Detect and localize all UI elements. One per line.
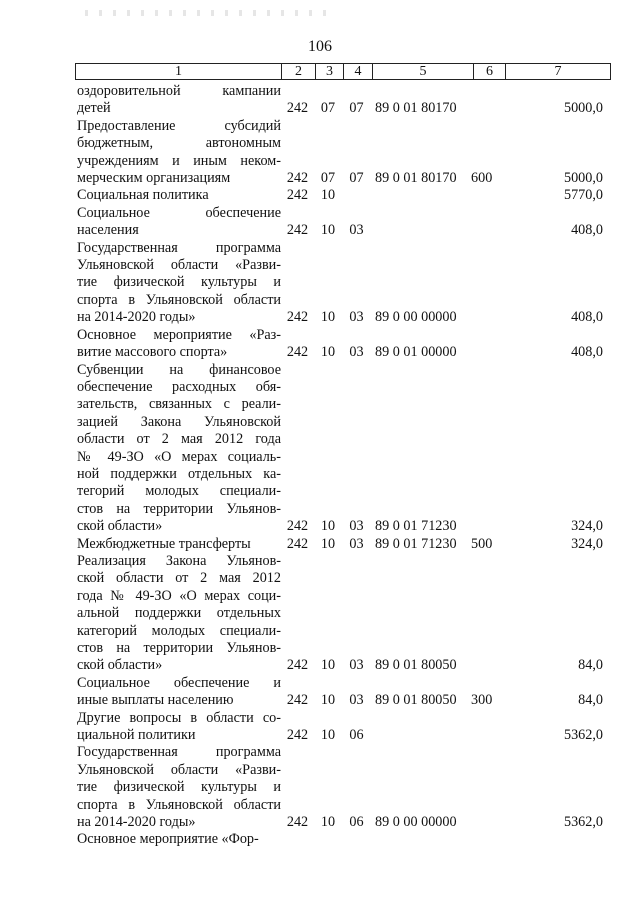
row-name-line: Ульяновской области «Разви- <box>77 761 281 778</box>
row-cell-c4 <box>342 831 371 848</box>
row-cell-c5 <box>371 187 471 204</box>
row-name-line: на 2014-2020 годы» <box>77 814 196 831</box>
table-row <box>77 118 611 188</box>
row-name <box>77 710 281 745</box>
row-cell-c7: 5362,0 <box>563 814 603 831</box>
row-cell-c3: 10 <box>320 344 336 361</box>
row-cell-c5: 89 0 01 80170 <box>375 170 457 187</box>
row-cell-c3: 10 <box>320 187 336 204</box>
table-row <box>77 536 611 553</box>
row-name-line: Социальное обеспечение и <box>77 674 281 691</box>
row-name-line: циальной политики <box>77 727 196 744</box>
row-name <box>77 205 281 240</box>
row-cell-c4: 03 <box>349 344 364 361</box>
row-cell-c6 <box>471 727 503 744</box>
row-cell-c3: 07 <box>320 170 336 187</box>
row-name-line: учреждениям и иным неком- <box>77 152 281 169</box>
row-cell-c2: 242 <box>286 170 309 187</box>
header-col-1: 1 <box>76 64 282 79</box>
row-name-line: Предоставление субсидий <box>77 117 281 134</box>
row-cell-c6 <box>471 309 503 326</box>
row-cell-c6: 300 <box>471 692 493 709</box>
row-name <box>77 675 281 710</box>
row-cell-c7: 408,0 <box>571 309 603 326</box>
table-row <box>77 744 611 831</box>
row-cell-c7: 5770,0 <box>563 187 603 204</box>
row-cell-c5: 89 0 01 00000 <box>375 344 457 361</box>
row-name <box>77 553 281 675</box>
row-cell-c2: 242 <box>286 222 309 239</box>
row-name-line: тие физической культуры и <box>77 779 281 796</box>
row-cell-c7: 324,0 <box>571 518 603 535</box>
row-name-line: обеспечение расходных обя- <box>77 378 281 395</box>
row-cell-c3: 10 <box>320 535 336 552</box>
row-cell-c6 <box>471 187 503 204</box>
row-name-line: детей <box>77 100 111 117</box>
row-cell-c4: 03 <box>349 657 364 674</box>
row-cell-c3: 07 <box>320 100 336 117</box>
row-cell-c5: 89 0 01 80170 <box>375 100 457 117</box>
table-body <box>77 83 611 849</box>
table-row <box>77 675 611 710</box>
row-name-line: оздоровительной кампании <box>77 83 281 99</box>
row-name-line: иные выплаты населению <box>77 692 234 709</box>
row-name <box>77 831 281 848</box>
row-name-line: Реализация Закона Ульянов- <box>77 552 281 569</box>
row-cell-c2: 242 <box>286 309 309 326</box>
row-name-line: населения <box>77 222 139 239</box>
row-name <box>77 83 281 118</box>
row-cell-c2: 242 <box>286 518 309 535</box>
row-cell-c3: 10 <box>320 692 336 709</box>
row-name-line: на 2014-2020 годы» <box>77 309 196 326</box>
row-name-line: ной поддержки отдельных ка- <box>77 465 281 482</box>
row-cell-c4: 06 <box>349 814 364 831</box>
table-row <box>77 327 611 362</box>
row-name-line: стов на территории Ульянов- <box>77 640 281 656</box>
header-col-4: 4 <box>344 64 373 79</box>
row-cell-c2 <box>281 831 314 848</box>
row-cell-c5 <box>371 222 471 239</box>
row-cell-c7: 5362,0 <box>563 727 603 744</box>
row-name <box>77 118 281 188</box>
row-cell-c6 <box>471 657 503 674</box>
row-name-line: Межбюджетные трансферты <box>77 535 251 552</box>
row-cell-c2: 242 <box>286 692 309 709</box>
row-cell-c4: 03 <box>349 518 364 535</box>
row-cell-c7: 84,0 <box>578 657 603 674</box>
row-cell-c3: 10 <box>320 309 336 326</box>
header-col-6: 6 <box>474 64 506 79</box>
row-name-line: ской области» <box>77 518 163 535</box>
row-cell-c5 <box>371 831 471 848</box>
row-name-line: стов на территории Ульянов- <box>77 500 281 517</box>
row-name-line: Социальное обеспечение <box>77 204 281 221</box>
row-name <box>77 362 281 536</box>
row-cell-c4: 07 <box>349 100 364 117</box>
row-cell-c2: 242 <box>286 535 309 552</box>
row-cell-c6 <box>471 344 503 361</box>
row-name <box>77 327 281 362</box>
row-cell-c5 <box>371 727 471 744</box>
row-cell-c4: 03 <box>349 535 364 552</box>
row-cell-c5: 89 0 01 71230 <box>375 535 457 552</box>
row-cell-c3: 10 <box>320 727 336 744</box>
row-name-line: Государственная программа <box>77 744 281 761</box>
row-name-line: спорта в Ульяновской области <box>77 796 281 813</box>
row-cell-c7: 408,0 <box>571 344 603 361</box>
row-name-line: спорта в Ульяновской области <box>77 291 281 308</box>
row-cell-c6 <box>471 814 503 831</box>
row-name-line: Основное мероприятие «Раз- <box>77 326 281 343</box>
header-col-3: 3 <box>316 64 344 79</box>
row-cell-c4: 03 <box>349 222 364 239</box>
row-cell-c6 <box>471 100 503 117</box>
row-name-line: тегорий молодых специали- <box>77 483 281 500</box>
table-row <box>77 710 611 745</box>
row-name <box>77 536 281 553</box>
row-name <box>77 240 281 327</box>
row-cell-c4: 06 <box>349 727 364 744</box>
table-row <box>77 83 611 118</box>
row-cell-c6 <box>471 831 503 848</box>
row-name <box>77 187 281 204</box>
scan-artifact <box>85 10 335 16</box>
row-cell-c6: 500 <box>471 535 493 552</box>
row-name-line: Субвенции на финансовое <box>77 361 281 378</box>
row-cell-c7: 5000,0 <box>563 100 603 117</box>
row-cell-c3: 10 <box>320 518 336 535</box>
row-cell-c7: 408,0 <box>571 222 603 239</box>
row-name-line: Основное мероприятие «Фор- <box>77 831 259 848</box>
row-cell-c5: 89 0 00 00000 <box>375 814 457 831</box>
row-name-line: Другие вопросы в области со- <box>77 709 281 726</box>
row-cell-c2: 242 <box>286 344 309 361</box>
row-name-line: категорий молодых специали- <box>77 622 281 639</box>
row-cell-c5: 89 0 01 80050 <box>375 657 457 674</box>
row-name-line: витие массового спорта» <box>77 344 228 361</box>
table-row <box>77 831 611 848</box>
row-name-line: Ульяновской области «Разви- <box>77 257 281 274</box>
table-row <box>77 187 611 204</box>
row-cell-c4 <box>342 187 371 204</box>
table-row <box>77 240 611 327</box>
row-name-line: ской области» <box>77 657 163 674</box>
row-name-line: Социальная политика <box>77 187 209 204</box>
header-col-7: 7 <box>554 64 562 79</box>
row-name-line: Государственная программа <box>77 239 281 256</box>
row-cell-c7 <box>503 831 611 848</box>
table-row <box>77 205 611 240</box>
row-cell-c6 <box>471 222 503 239</box>
row-name-line: ской области от 2 мая 2012 <box>77 570 281 587</box>
header-col-5: 5 <box>373 64 474 79</box>
row-name-line: № 49-ЗО «О мерах социаль- <box>77 448 281 465</box>
row-cell-c6 <box>471 518 503 535</box>
row-cell-c5: 89 0 01 80050 <box>375 692 457 709</box>
table-row <box>77 553 611 675</box>
row-cell-c6: 600 <box>471 170 493 187</box>
row-cell-c3: 10 <box>320 657 336 674</box>
row-cell-c7: 84,0 <box>578 692 603 709</box>
row-cell-c4: 03 <box>349 309 364 326</box>
row-name-line: мерческим организациям <box>77 170 231 187</box>
row-cell-c5: 89 0 01 71230 <box>375 518 457 535</box>
row-cell-c7: 324,0 <box>571 535 603 552</box>
row-cell-c7: 5000,0 <box>563 170 603 187</box>
row-cell-c4: 07 <box>349 170 364 187</box>
row-cell-c2: 242 <box>286 727 309 744</box>
row-name-line: тие физической культуры и <box>77 274 281 291</box>
row-name-line: зательств, связанных с реали- <box>77 396 281 413</box>
page-number: 106 <box>308 38 332 55</box>
row-cell-c3: 10 <box>320 222 336 239</box>
row-cell-c2: 242 <box>286 657 309 674</box>
row-cell-c4: 03 <box>349 692 364 709</box>
row-cell-c2: 242 <box>286 100 309 117</box>
row-name <box>77 744 281 831</box>
row-name-line: альной поддержки отдельных <box>77 605 281 622</box>
row-cell-c2: 242 <box>286 187 309 204</box>
row-cell-c3: 10 <box>320 814 336 831</box>
header-col-2: 2 <box>282 64 316 79</box>
table-header <box>75 63 611 80</box>
row-name-line: года № 49-ЗО «О мерах соци- <box>77 587 281 604</box>
row-name-line: области от 2 мая 2012 года <box>77 431 281 448</box>
row-name-line: зацией Закона Ульяновской <box>77 413 281 430</box>
row-cell-c2: 242 <box>286 814 309 831</box>
row-name-line: бюджетным, автономным <box>77 135 281 152</box>
row-cell-c3 <box>314 831 342 848</box>
table-row <box>77 362 611 536</box>
row-cell-c5: 89 0 00 00000 <box>375 309 457 326</box>
